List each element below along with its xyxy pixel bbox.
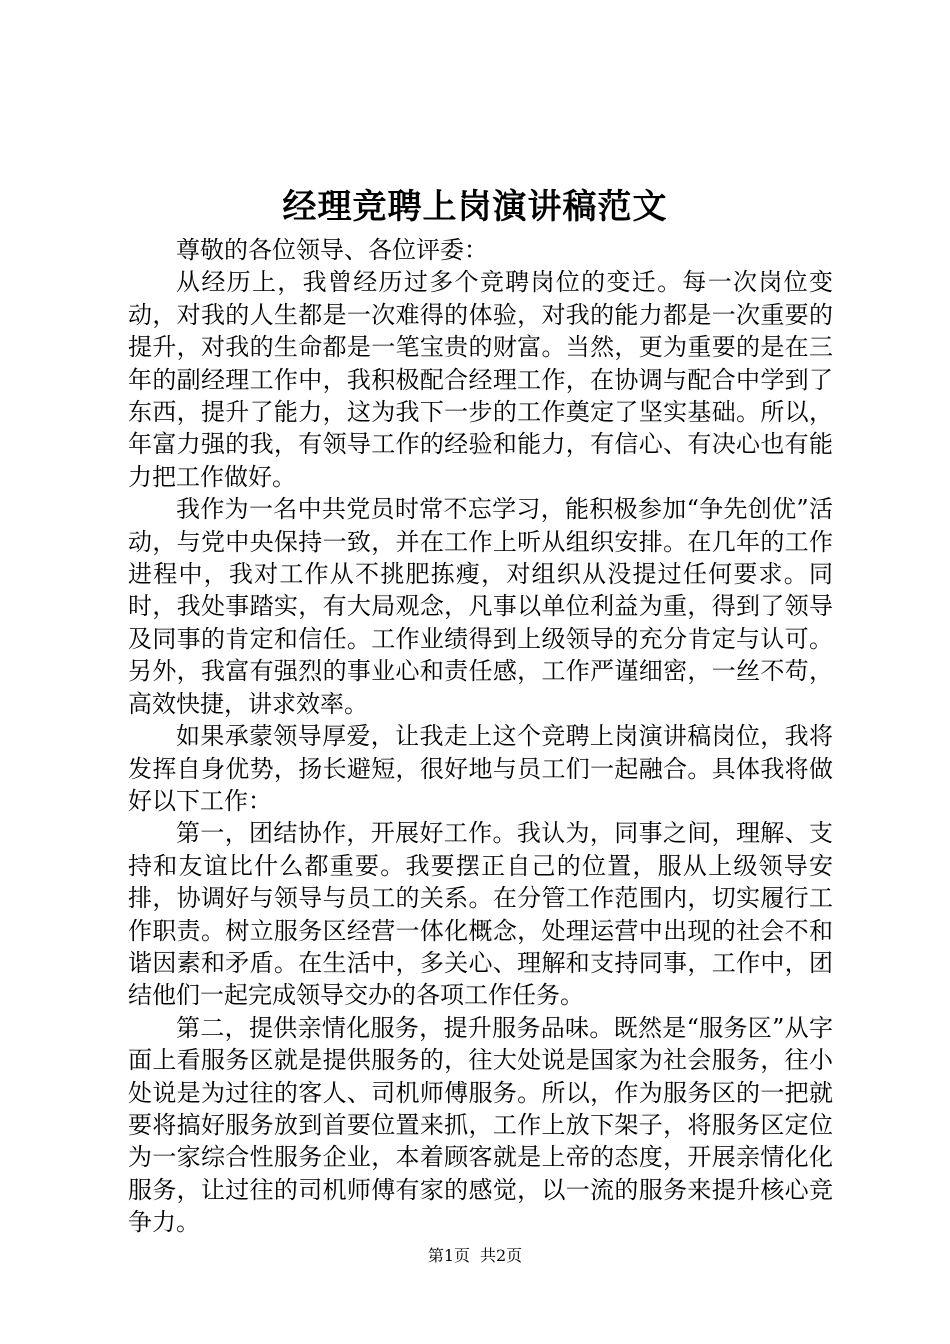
body-paragraph: 第一，团结协作，开展好工作。我认为，同事之间，理解、支持和友谊比什么都重要。我要摆正自己的位置，服从上级领导安排，协调好与领导与员工的关系。在分管工作范围内，切实履行工作职责。树立服务区经营一体化概念，处理运营中出现的社会不和谐因素和矛盾。在生活中，多关心、理解和支持同事，工作中，团结他们一起完成领导交办的各项工作任务。 <box>128 819 833 1010</box>
page-total: 共2页 <box>480 1246 523 1265</box>
page-number: 第1页 <box>427 1246 470 1265</box>
body-paragraph: 我作为一名中共党员时常不忘学习，能积极参加“争先创优”活动，与党中央保持一致，并在工作上听从组织安排。在几年的工作进程中，我对工作从不挑肥拣瘦，对组织从没提过任何要求。同时，我处事踏实，有大局观念，凡事以单位利益为重，得到了领导及同事的肯定和信任。工作业绩得到上级领导的充分肯定与认可。另外，我富有强烈的事业心和责任感，工作严谨细密，一丝不苟，高效快捷，讲求效率。 <box>128 495 833 718</box>
page-footer <box>0 1244 950 1268</box>
salutation-paragraph: 尊敬的各位领导、各位评委： <box>176 236 488 264</box>
document-body <box>128 234 833 1239</box>
body-paragraph: 从经历上，我曾经历过多个竞聘岗位的变迁。每一次岗位变动，对我的人生都是一次难得的体验，对我的能力都是一次重要的提升，对我的生命都是一笔宝贵的财富。当然，更为重要的是在三年的副经理工作中，我积极配合经理工作，在协调与配合中学到了东西，提升了能力，这为我下一步的工作奠定了坚实基础。所以，年富力强的我，有领导工作的经验和能力，有信心、有决心也有能力把工作做好。 <box>128 268 833 491</box>
body-paragraph: 第二，提供亲情化服务，提升服务品味。既然是“服务区”从字面上看服务区就是提供服务的，往大处说是国家为社会服务，往小处说是为过往的客人、司机师傅服务。所以，作为服务区的一把就要将搞好服务放到首要位置来抓，工作上放下架子，将服务区定位为一家综合性服务企业，本着顾客就是上帝的态度，开展亲情化化服务，让过往的司机师傅有家的感觉，以一流的服务来提升核心竞争力。 <box>128 1013 833 1237</box>
body-paragraph: 如果承蒙领导厚爱，让我走上这个竞聘上岗演讲稿岗位，我将发挥自身优势，扬长避短，很好地与员工们一起融合。具体我将做好以下工作： <box>128 722 833 815</box>
document-title: 经理竞聘上岗演讲稿范文 <box>282 187 668 227</box>
